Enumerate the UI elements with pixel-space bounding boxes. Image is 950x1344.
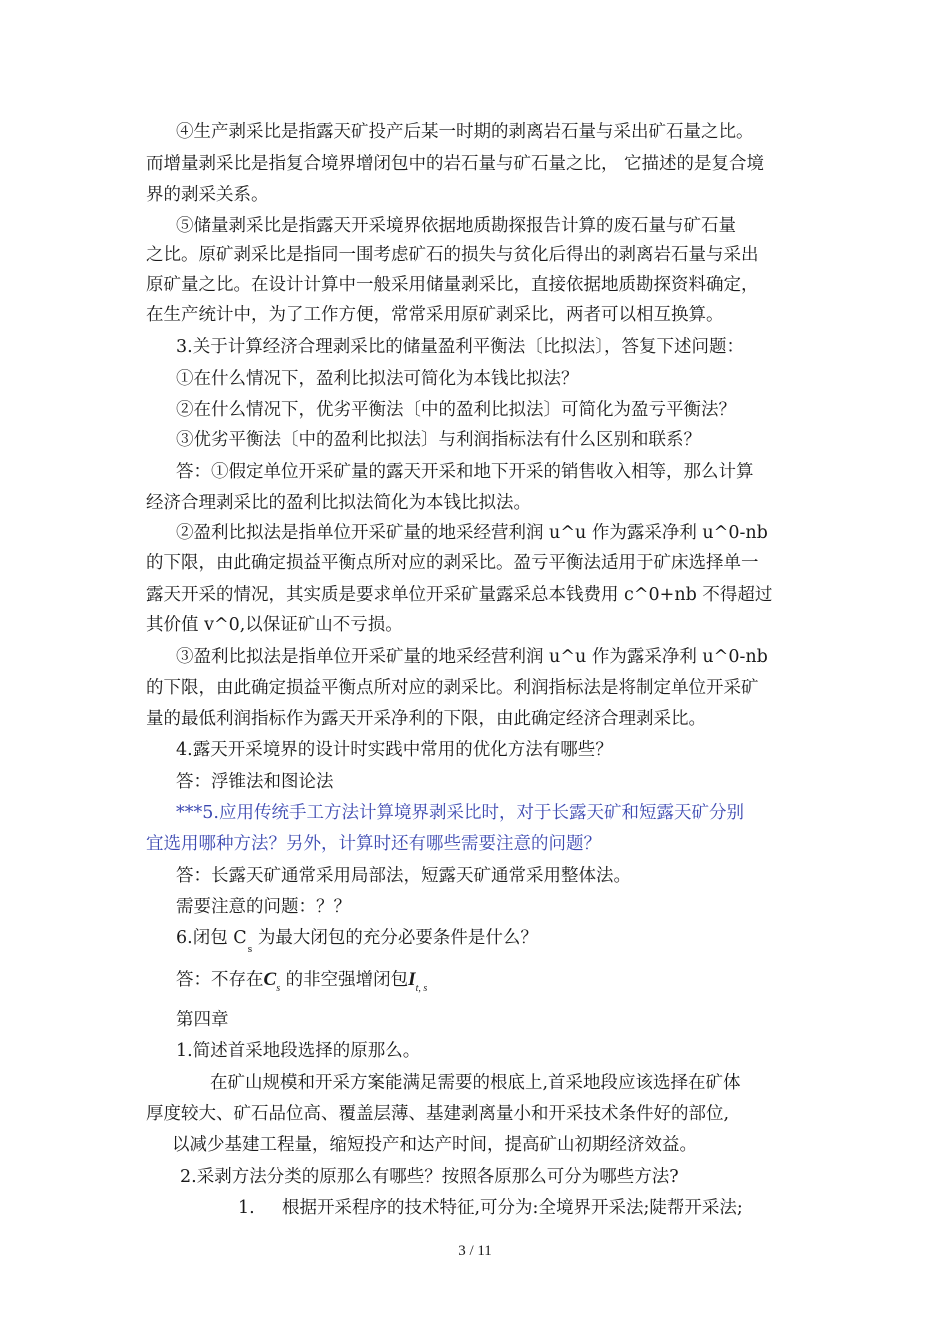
para-line: ③优劣平衡法〔中的盈利比拟法〕与利润指标法有什么区别和联系？	[176, 430, 701, 450]
para-line: 在生产统计中，为了工作方便，常常采用原矿剥采比，两者可以相互换算。	[146, 305, 724, 325]
answer-text: 的非空强增闭包	[280, 970, 409, 990]
para-line: ⑤储量剥采比是指露天开采境界依据地质勘探报告计算的废石量与矿石量	[176, 216, 736, 236]
page-number: 3 / 11	[458, 1243, 492, 1259]
highlighted-question-line: 宜选用哪种方法？另外，计算时还有哪些需要注意的问题？	[146, 834, 601, 854]
para-line: 的下限，由此确定损益平衡点所对应的剥采比。利润指标法是将制定单位开采矿	[146, 678, 759, 698]
question-text: 6.闭包 C	[176, 928, 247, 948]
para-line: 厚度较大、矿石品位高、覆盖层薄、基建剥离量小和开采技术条件好的部位,	[146, 1104, 730, 1124]
answer-line: 答：长露天矿通常采用局部法，短露天矿通常采用整体法。	[176, 866, 631, 886]
para-line: ③盈利比拟法是指单位开采矿量的地采经营利润 u^u 作为露采净利 u^0-nb	[176, 647, 768, 667]
question-line: 2.采剥方法分类的原那么有哪些？按照各原那么可分为哪些方法?	[180, 1167, 679, 1187]
question-line: 1.简述首采地段选择的原那么。	[176, 1041, 421, 1061]
para-line: 界的剥采关系。	[146, 185, 269, 205]
math-symbol-c: C	[263, 969, 277, 990]
para-line: 需要注意的问题：？？	[176, 897, 351, 917]
para-line: 的下限，由此确定损益平衡点所对应的剥采比。盈亏平衡法适用于矿床选择单一	[146, 553, 759, 573]
question-text: 为最大闭包的充分必要条件是什么？	[252, 928, 538, 948]
answer-line: 答：①假定单位开采矿量的露天开采和地下开采的销售收入相等，那么计算	[176, 462, 754, 482]
answer-line: 答：浮锥法和图论法	[176, 772, 334, 792]
subscript: s	[247, 945, 253, 955]
para-line: 露天开采的情况，其实质是要求单位开采矿量露采总本钱费用 c^0+nb 不得超过	[146, 585, 773, 605]
para-line: 原矿量之比。在设计计算中一般采用储量剥采比，直接依据地质勘探资料确定，	[146, 275, 759, 295]
para-line: ②在什么情况下，优劣平衡法〔中的盈利比拟法〕可简化为盈亏平衡法？	[176, 400, 736, 420]
question-line: 4.露天开采境界的设计时实践中常用的优化方法有哪些？	[176, 740, 613, 760]
answer-line	[176, 965, 427, 1004]
para-line: ①在什么情况下，盈利比拟法可简化为本钱比拟法？	[176, 369, 579, 389]
question-line: 3.关于计算经济合理剥采比的储量盈利平衡法〔比拟法〕，答复下述问题：	[176, 337, 744, 357]
para-line: 而增量剥采比是指复合境界增闭包中的岩石量与矿石量之比， 它描述的是复合境	[146, 154, 765, 174]
list-number: 1.	[238, 1198, 255, 1218]
answer-text: 答：不存在	[176, 970, 264, 990]
para-line: 经济合理剥采比的盈利比拟法简化为本钱比拟法。	[146, 493, 531, 513]
chapter-heading: 第四章	[176, 1010, 229, 1030]
list-item	[238, 1193, 743, 1223]
math-symbol-i: I	[408, 969, 416, 990]
para-line: 其价值 v^0,以保证矿山不亏损。	[146, 615, 403, 635]
para-line: 之比。原矿剥采比是指同一围考虑矿石的损失与贫化后得出的剥离岩石量与采出	[146, 245, 759, 265]
highlighted-question-line: ***5.应用传统手工方法计算境界剥采比时，对于长露天矿和短露天矿分别	[176, 803, 744, 823]
para-line: 量的最低利润指标作为露天开采净利的下限，由此确定经济合理剥采比。	[146, 709, 706, 729]
list-item-text: 根据开采程序的技术特征,可分为:全境界开采法;陡帮开采法;	[282, 1198, 743, 1218]
para-line: ④生产剥采比是指露天矿投产后某一时期的剥离岩石量与采出矿石量之比。	[176, 122, 754, 142]
para-line: ②盈利比拟法是指单位开采矿量的地采经营利润 u^u 作为露采净利 u^0-nb	[176, 523, 768, 543]
para-line: 以减少基建工程量，缩短投产和达产时间，提高矿山初期经济效益。	[172, 1135, 697, 1155]
question-line	[176, 923, 538, 965]
subscript: s	[276, 983, 281, 994]
subscript: t, s	[415, 983, 428, 994]
para-line: 在矿山规模和开采方案能满足需要的根底上,首采地段应该选择在矿体	[210, 1073, 741, 1093]
